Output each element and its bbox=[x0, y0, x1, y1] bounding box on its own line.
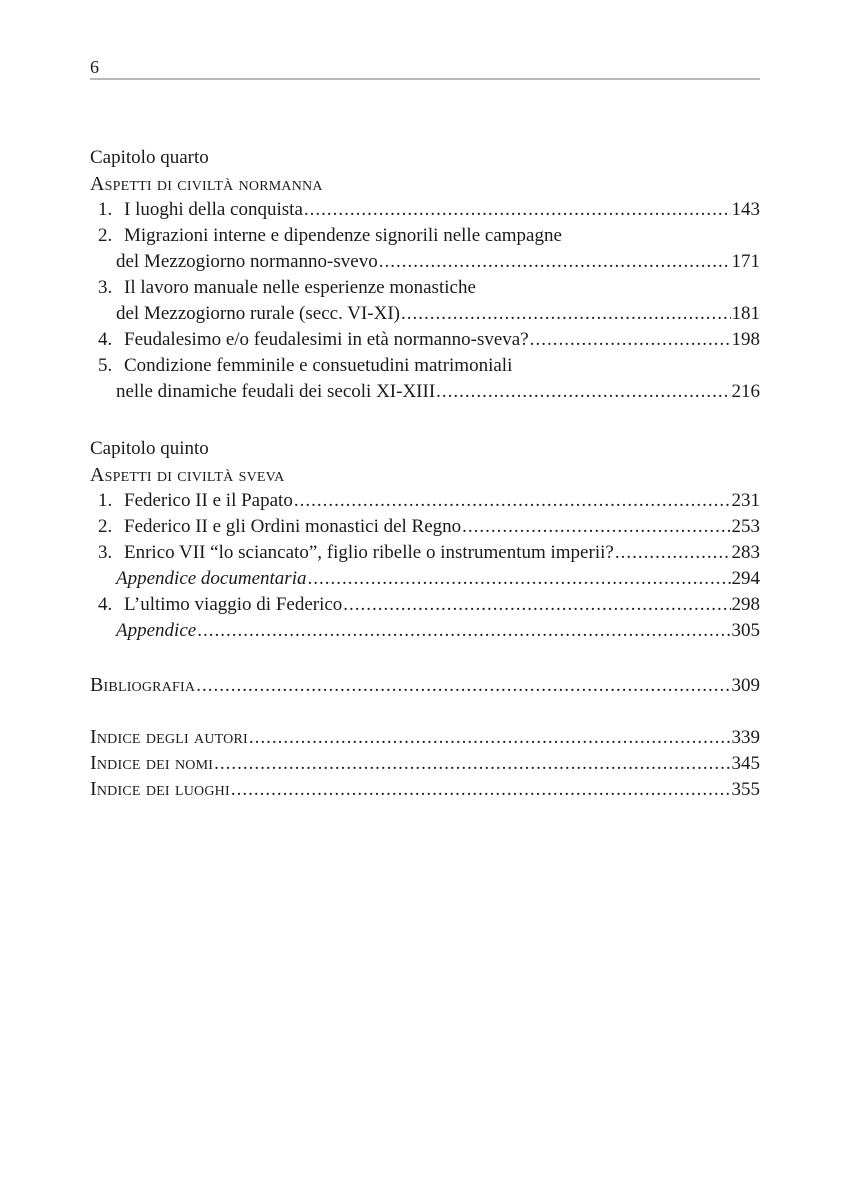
entry-title: Enrico VII “lo sciancato”, figlio ribelle o instrumentum imperii? bbox=[124, 542, 614, 563]
entry-page: 171 bbox=[731, 251, 760, 272]
entry-title: L’ultimo viaggio di Federico bbox=[124, 594, 343, 615]
entry-title: I luoghi della conquista bbox=[124, 199, 303, 220]
entry-page: 143 bbox=[731, 199, 760, 220]
entry-title: Indice dei luoghi bbox=[90, 778, 230, 800]
entry-page: 231 bbox=[731, 490, 760, 511]
entry-page: 309 bbox=[731, 675, 760, 696]
toc-entry[interactable] bbox=[90, 514, 760, 540]
dot-leader bbox=[214, 751, 730, 777]
entry-page: 181 bbox=[731, 303, 760, 324]
entry-page: 339 bbox=[731, 727, 760, 748]
toc-entry[interactable] bbox=[90, 223, 760, 249]
entry-title: Federico II e gli Ordini monastici del Regno bbox=[124, 516, 462, 537]
entry-page: 283 bbox=[731, 542, 760, 563]
toc-entry-index[interactable] bbox=[90, 724, 760, 750]
dot-leader bbox=[294, 488, 731, 514]
dot-leader bbox=[343, 592, 730, 618]
entry-page: 216 bbox=[731, 381, 760, 402]
entry-number: 4. bbox=[98, 594, 113, 615]
entry-page: 305 bbox=[731, 620, 760, 641]
toc-entry[interactable] bbox=[90, 327, 760, 353]
entry-title: Condizione femminile e consuetudini matrimoniali bbox=[124, 355, 513, 376]
entry-number: 1. bbox=[98, 199, 113, 220]
entry-page: 253 bbox=[731, 516, 760, 537]
toc-entry-continuation[interactable] bbox=[90, 249, 760, 275]
entry-number: 3. bbox=[98, 277, 113, 298]
entry-title: Appendice bbox=[116, 620, 197, 641]
chapter-label: Capitolo quarto bbox=[90, 147, 209, 168]
toc-entry[interactable] bbox=[90, 353, 760, 379]
chapter-4-section bbox=[90, 145, 760, 405]
toc-entry-appendix[interactable] bbox=[90, 618, 760, 644]
toc-entry[interactable] bbox=[90, 275, 760, 301]
entry-page: 198 bbox=[731, 329, 760, 350]
chapter-label: Capitolo quinto bbox=[90, 438, 209, 459]
page-number: 6 bbox=[90, 57, 99, 77]
entry-title: Federico II e il Papato bbox=[124, 490, 293, 511]
toc-entry-continuation[interactable] bbox=[90, 301, 760, 327]
dot-leader bbox=[249, 725, 731, 751]
entry-number: 2. bbox=[98, 516, 113, 537]
entry-title: Feudalesimo e/o feudalesimi in età normanno-sveva? bbox=[124, 329, 529, 350]
entry-number: 5. bbox=[98, 355, 113, 376]
entry-title: Indice degli autori bbox=[90, 726, 248, 748]
entry-title: Il lavoro manuale nelle esperienze monastiche bbox=[124, 277, 476, 298]
entry-title: Migrazioni interne e dipendenze signorili nelle campagne bbox=[124, 225, 562, 246]
toc-entry-bibliography[interactable] bbox=[90, 672, 760, 698]
dot-leader bbox=[379, 249, 731, 275]
toc-entry[interactable] bbox=[90, 540, 760, 566]
dot-leader bbox=[307, 566, 730, 592]
toc-entry[interactable] bbox=[90, 592, 760, 618]
dot-leader bbox=[462, 514, 730, 540]
bibliography-section bbox=[90, 672, 760, 698]
dot-leader bbox=[196, 673, 730, 699]
dot-leader bbox=[304, 197, 731, 223]
entry-title: Indice dei nomi bbox=[90, 752, 214, 774]
toc-entry-index[interactable] bbox=[90, 776, 760, 802]
entry-page: 345 bbox=[731, 753, 760, 774]
entry-title: del Mezzogiorno normanno-svevo bbox=[116, 251, 378, 272]
toc-entry[interactable] bbox=[90, 488, 760, 514]
dot-leader bbox=[401, 301, 731, 327]
entry-title: nelle dinamiche feudali dei secoli XI-XIII bbox=[116, 381, 436, 402]
entry-number: 4. bbox=[98, 329, 113, 350]
dot-leader bbox=[231, 777, 731, 803]
entry-number: 2. bbox=[98, 225, 113, 246]
header-rule bbox=[90, 78, 760, 80]
indexes-section bbox=[90, 724, 760, 802]
dot-leader bbox=[530, 327, 731, 353]
entry-page: 294 bbox=[731, 568, 760, 589]
entry-page: 298 bbox=[731, 594, 760, 615]
entry-title: Bibliografia bbox=[90, 674, 196, 696]
toc-entry-continuation[interactable] bbox=[90, 379, 760, 405]
entry-title: Appendice documentaria bbox=[116, 568, 307, 589]
toc-entry[interactable] bbox=[90, 197, 760, 223]
toc-entry-index[interactable] bbox=[90, 750, 760, 776]
chapter-title: Aspetti di civiltà sveva bbox=[90, 464, 285, 486]
toc-entry-appendix[interactable] bbox=[90, 566, 760, 592]
dot-leader bbox=[615, 540, 731, 566]
dot-leader bbox=[436, 379, 730, 405]
chapter-title: Aspetti di civiltà normanna bbox=[90, 173, 323, 195]
dot-leader bbox=[197, 618, 730, 644]
entry-number: 1. bbox=[98, 490, 113, 511]
entry-page: 355 bbox=[731, 779, 760, 800]
entry-number: 3. bbox=[98, 542, 113, 563]
chapter-5-section bbox=[90, 436, 760, 644]
entry-title: del Mezzogiorno rurale (secc. VI-XI) bbox=[116, 303, 400, 324]
